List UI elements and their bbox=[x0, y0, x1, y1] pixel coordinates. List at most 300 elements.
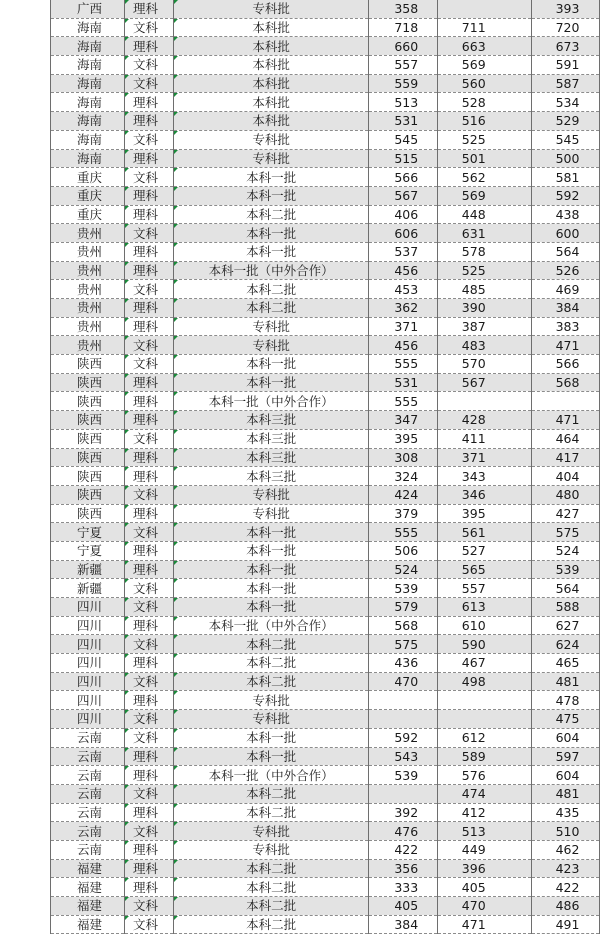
subject-cell[interactable]: 理科 bbox=[124, 560, 173, 579]
batch-cell[interactable]: 本科三批 bbox=[173, 448, 368, 467]
score-cell-2[interactable]: 467 bbox=[437, 654, 531, 673]
province-cell[interactable]: 陕西 bbox=[51, 373, 125, 392]
score-cell-2[interactable]: 560 bbox=[437, 74, 531, 93]
subject-cell[interactable]: 文科 bbox=[124, 485, 173, 504]
score-cell-2[interactable]: 562 bbox=[437, 168, 531, 187]
score-cell-1[interactable]: 453 bbox=[369, 280, 437, 299]
score-cell-3[interactable]: 673 bbox=[531, 37, 599, 56]
province-cell[interactable]: 海南 bbox=[51, 56, 125, 75]
batch-cell[interactable]: 本科一批（中外合作） bbox=[173, 392, 368, 411]
score-cell-2[interactable]: 513 bbox=[437, 822, 531, 841]
score-cell-1[interactable]: 476 bbox=[369, 822, 437, 841]
province-cell[interactable]: 海南 bbox=[51, 18, 125, 37]
score-cell-3[interactable]: 627 bbox=[531, 616, 599, 635]
subject-cell[interactable]: 理科 bbox=[124, 654, 173, 673]
score-cell-2[interactable]: 569 bbox=[437, 56, 531, 75]
score-cell-3[interactable]: 624 bbox=[531, 635, 599, 654]
score-cell-3[interactable]: 566 bbox=[531, 355, 599, 374]
subject-cell[interactable]: 文科 bbox=[124, 18, 173, 37]
score-cell-1[interactable]: 470 bbox=[369, 672, 437, 691]
score-cell-3[interactable]: 384 bbox=[531, 299, 599, 318]
batch-cell[interactable]: 本科二批 bbox=[173, 803, 368, 822]
score-cell-2[interactable] bbox=[437, 0, 531, 18]
score-cell-2[interactable]: 569 bbox=[437, 186, 531, 205]
score-cell-2[interactable]: 412 bbox=[437, 803, 531, 822]
subject-cell[interactable]: 文科 bbox=[124, 598, 173, 617]
score-cell-1[interactable]: 566 bbox=[369, 168, 437, 187]
province-cell[interactable]: 贵州 bbox=[51, 242, 125, 261]
subject-cell[interactable]: 文科 bbox=[124, 336, 173, 355]
batch-cell[interactable]: 专科批 bbox=[173, 130, 368, 149]
batch-cell[interactable]: 专科批 bbox=[173, 149, 368, 168]
province-cell[interactable]: 海南 bbox=[51, 130, 125, 149]
score-cell-1[interactable]: 422 bbox=[369, 840, 437, 859]
score-cell-2[interactable]: 567 bbox=[437, 373, 531, 392]
score-cell-3[interactable]: 604 bbox=[531, 766, 599, 785]
score-cell-3[interactable]: 383 bbox=[531, 317, 599, 336]
score-cell-1[interactable]: 456 bbox=[369, 336, 437, 355]
score-cell-3[interactable]: 422 bbox=[531, 878, 599, 897]
province-cell[interactable]: 海南 bbox=[51, 93, 125, 112]
province-cell[interactable]: 海南 bbox=[51, 37, 125, 56]
province-cell[interactable]: 陕西 bbox=[51, 429, 125, 448]
batch-cell[interactable]: 本科二批 bbox=[173, 205, 368, 224]
subject-cell[interactable]: 文科 bbox=[124, 915, 173, 934]
province-cell[interactable]: 贵州 bbox=[51, 299, 125, 318]
score-cell-1[interactable]: 406 bbox=[369, 205, 437, 224]
province-cell[interactable]: 贵州 bbox=[51, 336, 125, 355]
province-cell[interactable]: 四川 bbox=[51, 691, 125, 710]
score-cell-2[interactable]: 589 bbox=[437, 747, 531, 766]
subject-cell[interactable]: 文科 bbox=[124, 784, 173, 803]
score-cell-1[interactable] bbox=[369, 691, 437, 710]
subject-cell[interactable]: 理科 bbox=[124, 504, 173, 523]
province-cell[interactable]: 云南 bbox=[51, 747, 125, 766]
score-cell-1[interactable]: 362 bbox=[369, 299, 437, 318]
subject-cell[interactable]: 理科 bbox=[124, 691, 173, 710]
score-cell-3[interactable]: 480 bbox=[531, 485, 599, 504]
batch-cell[interactable]: 本科一批 bbox=[173, 224, 368, 243]
subject-cell[interactable]: 文科 bbox=[124, 168, 173, 187]
score-cell-3[interactable]: 465 bbox=[531, 654, 599, 673]
subject-cell[interactable]: 理科 bbox=[124, 411, 173, 430]
province-cell[interactable]: 福建 bbox=[51, 878, 125, 897]
score-cell-1[interactable]: 392 bbox=[369, 803, 437, 822]
score-cell-3[interactable]: 545 bbox=[531, 130, 599, 149]
score-cell-2[interactable]: 578 bbox=[437, 242, 531, 261]
score-cell-1[interactable]: 555 bbox=[369, 523, 437, 542]
score-cell-3[interactable]: 435 bbox=[531, 803, 599, 822]
province-cell[interactable]: 新疆 bbox=[51, 579, 125, 598]
batch-cell[interactable]: 本科三批 bbox=[173, 467, 368, 486]
score-cell-2[interactable]: 501 bbox=[437, 149, 531, 168]
province-cell[interactable]: 贵州 bbox=[51, 224, 125, 243]
subject-cell[interactable]: 理科 bbox=[124, 840, 173, 859]
score-cell-2[interactable]: 474 bbox=[437, 784, 531, 803]
score-cell-3[interactable]: 588 bbox=[531, 598, 599, 617]
batch-cell[interactable]: 本科一批 bbox=[173, 747, 368, 766]
subject-cell[interactable]: 理科 bbox=[124, 93, 173, 112]
subject-cell[interactable]: 理科 bbox=[124, 392, 173, 411]
province-cell[interactable]: 四川 bbox=[51, 616, 125, 635]
score-cell-3[interactable]: 491 bbox=[531, 915, 599, 934]
batch-cell[interactable]: 本科批 bbox=[173, 74, 368, 93]
score-cell-2[interactable]: 516 bbox=[437, 112, 531, 131]
score-cell-2[interactable]: 557 bbox=[437, 579, 531, 598]
batch-cell[interactable]: 本科一批 bbox=[173, 728, 368, 747]
subject-cell[interactable]: 理科 bbox=[124, 766, 173, 785]
score-cell-3[interactable]: 486 bbox=[531, 897, 599, 916]
score-cell-3[interactable]: 529 bbox=[531, 112, 599, 131]
province-cell[interactable]: 陕西 bbox=[51, 392, 125, 411]
score-cell-3[interactable]: 423 bbox=[531, 859, 599, 878]
score-cell-1[interactable]: 579 bbox=[369, 598, 437, 617]
batch-cell[interactable]: 本科批 bbox=[173, 56, 368, 75]
subject-cell[interactable]: 理科 bbox=[124, 149, 173, 168]
province-cell[interactable]: 陕西 bbox=[51, 411, 125, 430]
score-cell-3[interactable]: 534 bbox=[531, 93, 599, 112]
subject-cell[interactable]: 文科 bbox=[124, 822, 173, 841]
batch-cell[interactable]: 专科批 bbox=[173, 317, 368, 336]
score-cell-2[interactable]: 613 bbox=[437, 598, 531, 617]
batch-cell[interactable]: 专科批 bbox=[173, 840, 368, 859]
subject-cell[interactable]: 理科 bbox=[124, 112, 173, 131]
batch-cell[interactable]: 本科二批 bbox=[173, 784, 368, 803]
score-cell-3[interactable]: 469 bbox=[531, 280, 599, 299]
score-cell-3[interactable]: 481 bbox=[531, 672, 599, 691]
subject-cell[interactable]: 文科 bbox=[124, 635, 173, 654]
score-cell-1[interactable]: 456 bbox=[369, 261, 437, 280]
batch-cell[interactable]: 本科批 bbox=[173, 93, 368, 112]
score-cell-1[interactable] bbox=[369, 710, 437, 729]
score-cell-1[interactable]: 356 bbox=[369, 859, 437, 878]
score-cell-3[interactable]: 600 bbox=[531, 224, 599, 243]
province-cell[interactable]: 海南 bbox=[51, 112, 125, 131]
score-cell-1[interactable]: 539 bbox=[369, 579, 437, 598]
province-cell[interactable]: 新疆 bbox=[51, 560, 125, 579]
score-cell-3[interactable]: 438 bbox=[531, 205, 599, 224]
score-cell-1[interactable]: 531 bbox=[369, 373, 437, 392]
score-cell-2[interactable]: 570 bbox=[437, 355, 531, 374]
batch-cell[interactable]: 本科批 bbox=[173, 112, 368, 131]
batch-cell[interactable]: 本科二批 bbox=[173, 672, 368, 691]
score-cell-2[interactable]: 498 bbox=[437, 672, 531, 691]
batch-cell[interactable]: 本科二批 bbox=[173, 859, 368, 878]
score-cell-2[interactable]: 387 bbox=[437, 317, 531, 336]
subject-cell[interactable]: 文科 bbox=[124, 710, 173, 729]
subject-cell[interactable]: 文科 bbox=[124, 355, 173, 374]
province-cell[interactable]: 海南 bbox=[51, 149, 125, 168]
score-cell-3[interactable]: 564 bbox=[531, 579, 599, 598]
score-cell-1[interactable]: 371 bbox=[369, 317, 437, 336]
score-cell-1[interactable]: 567 bbox=[369, 186, 437, 205]
subject-cell[interactable]: 文科 bbox=[124, 897, 173, 916]
score-cell-1[interactable]: 384 bbox=[369, 915, 437, 934]
score-cell-2[interactable]: 396 bbox=[437, 859, 531, 878]
batch-cell[interactable]: 本科二批 bbox=[173, 897, 368, 916]
batch-cell[interactable]: 专科批 bbox=[173, 504, 368, 523]
score-cell-1[interactable]: 436 bbox=[369, 654, 437, 673]
score-cell-2[interactable]: 631 bbox=[437, 224, 531, 243]
subject-cell[interactable]: 理科 bbox=[124, 299, 173, 318]
score-cell-3[interactable]: 604 bbox=[531, 728, 599, 747]
score-cell-2[interactable]: 428 bbox=[437, 411, 531, 430]
batch-cell[interactable]: 专科批 bbox=[173, 691, 368, 710]
province-cell[interactable]: 陕西 bbox=[51, 448, 125, 467]
score-cell-1[interactable]: 575 bbox=[369, 635, 437, 654]
score-cell-2[interactable]: 471 bbox=[437, 915, 531, 934]
score-cell-1[interactable]: 545 bbox=[369, 130, 437, 149]
score-cell-2[interactable]: 565 bbox=[437, 560, 531, 579]
batch-cell[interactable]: 本科二批 bbox=[173, 280, 368, 299]
batch-cell[interactable]: 本科二批 bbox=[173, 635, 368, 654]
score-cell-3[interactable] bbox=[531, 392, 599, 411]
score-cell-2[interactable] bbox=[437, 392, 531, 411]
province-cell[interactable]: 广西 bbox=[51, 0, 125, 18]
province-cell[interactable]: 四川 bbox=[51, 598, 125, 617]
province-cell[interactable]: 重庆 bbox=[51, 186, 125, 205]
subject-cell[interactable]: 理科 bbox=[124, 0, 173, 18]
score-cell-3[interactable]: 404 bbox=[531, 467, 599, 486]
subject-cell[interactable]: 理科 bbox=[124, 261, 173, 280]
batch-cell[interactable]: 本科一批 bbox=[173, 168, 368, 187]
score-cell-1[interactable]: 531 bbox=[369, 112, 437, 131]
province-cell[interactable]: 四川 bbox=[51, 710, 125, 729]
score-cell-1[interactable]: 308 bbox=[369, 448, 437, 467]
subject-cell[interactable]: 理科 bbox=[124, 747, 173, 766]
score-cell-3[interactable]: 587 bbox=[531, 74, 599, 93]
batch-cell[interactable]: 本科一批 bbox=[173, 598, 368, 617]
score-cell-3[interactable]: 471 bbox=[531, 336, 599, 355]
province-cell[interactable]: 宁夏 bbox=[51, 523, 125, 542]
province-cell[interactable]: 四川 bbox=[51, 635, 125, 654]
batch-cell[interactable]: 本科一批 bbox=[173, 373, 368, 392]
score-cell-2[interactable]: 525 bbox=[437, 130, 531, 149]
score-cell-2[interactable]: 411 bbox=[437, 429, 531, 448]
score-cell-2[interactable]: 561 bbox=[437, 523, 531, 542]
score-cell-3[interactable]: 539 bbox=[531, 560, 599, 579]
score-cell-3[interactable]: 597 bbox=[531, 747, 599, 766]
subject-cell[interactable]: 文科 bbox=[124, 130, 173, 149]
score-cell-1[interactable]: 718 bbox=[369, 18, 437, 37]
province-cell[interactable]: 云南 bbox=[51, 784, 125, 803]
score-cell-2[interactable]: 576 bbox=[437, 766, 531, 785]
score-cell-1[interactable]: 379 bbox=[369, 504, 437, 523]
subject-cell[interactable]: 理科 bbox=[124, 373, 173, 392]
score-cell-1[interactable]: 606 bbox=[369, 224, 437, 243]
batch-cell[interactable]: 本科二批 bbox=[173, 915, 368, 934]
score-cell-1[interactable]: 524 bbox=[369, 560, 437, 579]
score-cell-3[interactable]: 478 bbox=[531, 691, 599, 710]
score-cell-3[interactable]: 526 bbox=[531, 261, 599, 280]
batch-cell[interactable]: 本科一批 bbox=[173, 355, 368, 374]
subject-cell[interactable]: 理科 bbox=[124, 186, 173, 205]
score-cell-1[interactable]: 513 bbox=[369, 93, 437, 112]
score-cell-1[interactable]: 660 bbox=[369, 37, 437, 56]
batch-cell[interactable]: 专科批 bbox=[173, 710, 368, 729]
province-cell[interactable]: 福建 bbox=[51, 897, 125, 916]
score-cell-1[interactable]: 592 bbox=[369, 728, 437, 747]
score-cell-1[interactable] bbox=[369, 784, 437, 803]
batch-cell[interactable]: 专科批 bbox=[173, 0, 368, 18]
province-cell[interactable]: 宁夏 bbox=[51, 541, 125, 560]
subject-cell[interactable]: 理科 bbox=[124, 467, 173, 486]
province-cell[interactable]: 四川 bbox=[51, 672, 125, 691]
score-cell-2[interactable]: 343 bbox=[437, 467, 531, 486]
province-cell[interactable]: 福建 bbox=[51, 859, 125, 878]
score-cell-1[interactable]: 506 bbox=[369, 541, 437, 560]
province-cell[interactable]: 贵州 bbox=[51, 317, 125, 336]
subject-cell[interactable]: 文科 bbox=[124, 56, 173, 75]
score-cell-2[interactable]: 590 bbox=[437, 635, 531, 654]
province-cell[interactable]: 贵州 bbox=[51, 261, 125, 280]
score-cell-3[interactable]: 475 bbox=[531, 710, 599, 729]
province-cell[interactable]: 贵州 bbox=[51, 280, 125, 299]
score-cell-1[interactable]: 537 bbox=[369, 242, 437, 261]
score-cell-2[interactable]: 390 bbox=[437, 299, 531, 318]
score-cell-1[interactable]: 568 bbox=[369, 616, 437, 635]
score-cell-3[interactable]: 481 bbox=[531, 784, 599, 803]
score-cell-3[interactable]: 500 bbox=[531, 149, 599, 168]
score-cell-2[interactable]: 371 bbox=[437, 448, 531, 467]
batch-cell[interactable]: 本科一批（中外合作） bbox=[173, 616, 368, 635]
batch-cell[interactable]: 本科二批 bbox=[173, 299, 368, 318]
province-cell[interactable]: 云南 bbox=[51, 840, 125, 859]
subject-cell[interactable]: 文科 bbox=[124, 672, 173, 691]
province-cell[interactable]: 陕西 bbox=[51, 355, 125, 374]
province-cell[interactable]: 云南 bbox=[51, 822, 125, 841]
score-cell-2[interactable]: 612 bbox=[437, 728, 531, 747]
batch-cell[interactable]: 本科一批 bbox=[173, 541, 368, 560]
subject-cell[interactable]: 理科 bbox=[124, 448, 173, 467]
batch-cell[interactable]: 专科批 bbox=[173, 822, 368, 841]
subject-cell[interactable]: 理科 bbox=[124, 541, 173, 560]
score-cell-3[interactable]: 575 bbox=[531, 523, 599, 542]
score-cell-1[interactable]: 539 bbox=[369, 766, 437, 785]
score-cell-2[interactable]: 610 bbox=[437, 616, 531, 635]
score-cell-3[interactable]: 471 bbox=[531, 411, 599, 430]
score-cell-3[interactable]: 510 bbox=[531, 822, 599, 841]
province-cell[interactable]: 重庆 bbox=[51, 205, 125, 224]
subject-cell[interactable]: 理科 bbox=[124, 859, 173, 878]
subject-cell[interactable]: 文科 bbox=[124, 429, 173, 448]
score-cell-2[interactable]: 405 bbox=[437, 878, 531, 897]
subject-cell[interactable]: 文科 bbox=[124, 224, 173, 243]
score-cell-3[interactable]: 462 bbox=[531, 840, 599, 859]
score-cell-3[interactable]: 417 bbox=[531, 448, 599, 467]
subject-cell[interactable]: 文科 bbox=[124, 74, 173, 93]
score-cell-2[interactable]: 395 bbox=[437, 504, 531, 523]
batch-cell[interactable]: 本科一批（中外合作） bbox=[173, 261, 368, 280]
subject-cell[interactable]: 理科 bbox=[124, 242, 173, 261]
province-cell[interactable]: 陕西 bbox=[51, 504, 125, 523]
province-cell[interactable]: 云南 bbox=[51, 803, 125, 822]
subject-cell[interactable]: 理科 bbox=[124, 205, 173, 224]
province-cell[interactable]: 陕西 bbox=[51, 467, 125, 486]
batch-cell[interactable]: 专科批 bbox=[173, 336, 368, 355]
score-cell-3[interactable]: 568 bbox=[531, 373, 599, 392]
subject-cell[interactable]: 理科 bbox=[124, 616, 173, 635]
province-cell[interactable]: 福建 bbox=[51, 915, 125, 934]
batch-cell[interactable]: 本科一批 bbox=[173, 579, 368, 598]
score-cell-1[interactable]: 557 bbox=[369, 56, 437, 75]
score-cell-3[interactable]: 464 bbox=[531, 429, 599, 448]
province-cell[interactable]: 云南 bbox=[51, 728, 125, 747]
score-cell-1[interactable]: 424 bbox=[369, 485, 437, 504]
province-cell[interactable]: 云南 bbox=[51, 766, 125, 785]
score-cell-2[interactable]: 527 bbox=[437, 541, 531, 560]
score-cell-1[interactable]: 358 bbox=[369, 0, 437, 18]
subject-cell[interactable]: 理科 bbox=[124, 37, 173, 56]
score-cell-1[interactable]: 559 bbox=[369, 74, 437, 93]
subject-cell[interactable]: 文科 bbox=[124, 523, 173, 542]
score-cell-2[interactable] bbox=[437, 710, 531, 729]
score-cell-1[interactable]: 555 bbox=[369, 355, 437, 374]
batch-cell[interactable]: 本科一批 bbox=[173, 242, 368, 261]
batch-cell[interactable]: 本科二批 bbox=[173, 654, 368, 673]
batch-cell[interactable]: 本科批 bbox=[173, 37, 368, 56]
subject-cell[interactable]: 理科 bbox=[124, 878, 173, 897]
score-cell-1[interactable]: 347 bbox=[369, 411, 437, 430]
score-cell-1[interactable]: 555 bbox=[369, 392, 437, 411]
batch-cell[interactable]: 本科一批 bbox=[173, 523, 368, 542]
batch-cell[interactable]: 专科批 bbox=[173, 485, 368, 504]
batch-cell[interactable]: 本科三批 bbox=[173, 411, 368, 430]
score-cell-2[interactable]: 663 bbox=[437, 37, 531, 56]
score-cell-1[interactable]: 405 bbox=[369, 897, 437, 916]
batch-cell[interactable]: 本科二批 bbox=[173, 878, 368, 897]
score-cell-3[interactable]: 591 bbox=[531, 56, 599, 75]
score-cell-2[interactable]: 346 bbox=[437, 485, 531, 504]
province-cell[interactable]: 陕西 bbox=[51, 485, 125, 504]
score-cell-2[interactable]: 470 bbox=[437, 897, 531, 916]
score-cell-3[interactable]: 581 bbox=[531, 168, 599, 187]
score-cell-3[interactable]: 427 bbox=[531, 504, 599, 523]
score-cell-2[interactable]: 449 bbox=[437, 840, 531, 859]
province-cell[interactable]: 海南 bbox=[51, 74, 125, 93]
subject-cell[interactable]: 文科 bbox=[124, 728, 173, 747]
score-cell-2[interactable]: 483 bbox=[437, 336, 531, 355]
score-cell-2[interactable] bbox=[437, 691, 531, 710]
batch-cell[interactable]: 本科一批（中外合作） bbox=[173, 766, 368, 785]
score-cell-2[interactable]: 485 bbox=[437, 280, 531, 299]
score-cell-3[interactable]: 720 bbox=[531, 18, 599, 37]
subject-cell[interactable]: 文科 bbox=[124, 280, 173, 299]
province-cell[interactable]: 重庆 bbox=[51, 168, 125, 187]
score-cell-3[interactable]: 393 bbox=[531, 0, 599, 18]
province-cell[interactable]: 四川 bbox=[51, 654, 125, 673]
subject-cell[interactable]: 理科 bbox=[124, 803, 173, 822]
score-cell-2[interactable]: 448 bbox=[437, 205, 531, 224]
batch-cell[interactable]: 本科批 bbox=[173, 18, 368, 37]
score-cell-1[interactable]: 515 bbox=[369, 149, 437, 168]
score-cell-1[interactable]: 333 bbox=[369, 878, 437, 897]
score-cell-3[interactable]: 564 bbox=[531, 242, 599, 261]
subject-cell[interactable]: 文科 bbox=[124, 579, 173, 598]
score-cell-1[interactable]: 543 bbox=[369, 747, 437, 766]
score-cell-1[interactable]: 324 bbox=[369, 467, 437, 486]
batch-cell[interactable]: 本科一批 bbox=[173, 186, 368, 205]
batch-cell[interactable]: 本科三批 bbox=[173, 429, 368, 448]
score-cell-3[interactable]: 592 bbox=[531, 186, 599, 205]
score-cell-2[interactable]: 528 bbox=[437, 93, 531, 112]
score-cell-3[interactable]: 524 bbox=[531, 541, 599, 560]
score-cell-2[interactable]: 711 bbox=[437, 18, 531, 37]
score-cell-2[interactable]: 525 bbox=[437, 261, 531, 280]
score-cell-1[interactable]: 395 bbox=[369, 429, 437, 448]
subject-cell[interactable]: 理科 bbox=[124, 317, 173, 336]
batch-cell[interactable]: 本科一批 bbox=[173, 560, 368, 579]
